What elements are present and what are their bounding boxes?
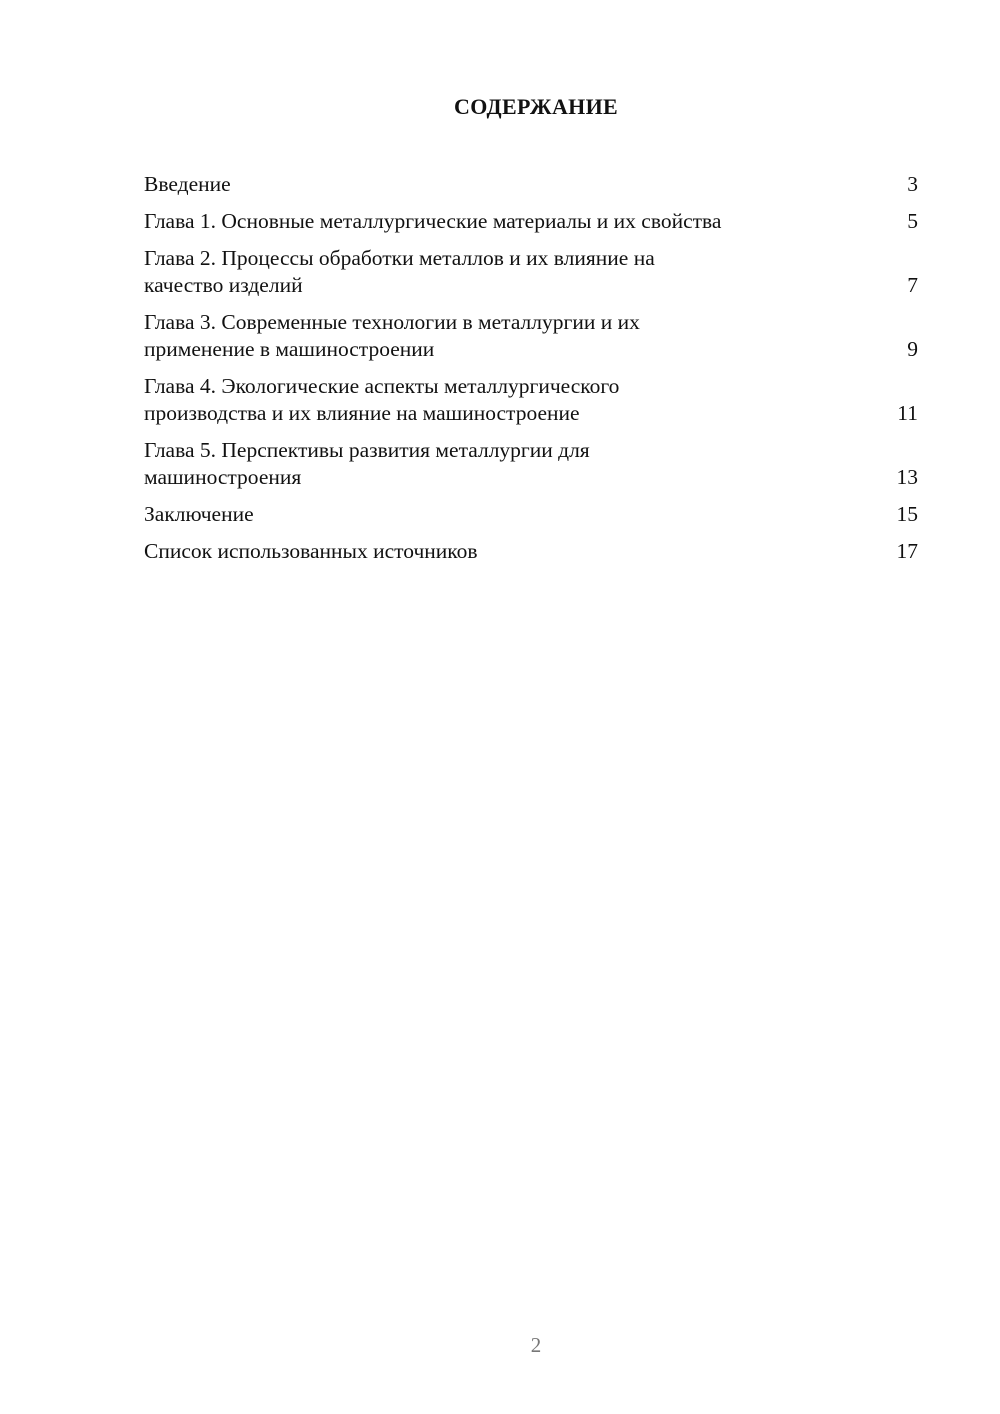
toc-entry-conclusion[interactable]	[144, 501, 918, 528]
table-of-contents	[144, 171, 918, 575]
toc-entry-page: 9	[907, 337, 918, 361]
toc-entry-references[interactable]	[144, 538, 918, 565]
toc-entry-title: Глава 5. Перспективы развития металлургии для машиностроения	[144, 438, 590, 489]
toc-entry-page: 3	[907, 172, 918, 196]
toc-entry-chapter-1[interactable]	[144, 208, 918, 235]
toc-entry-page: 15	[896, 502, 918, 526]
toc-entry-title: Глава 1. Основные металлургические материалы и их свойства	[144, 209, 722, 233]
toc-entry-chapter-4[interactable]	[144, 373, 918, 427]
toc-entry-page: 17	[896, 539, 918, 563]
page-title: СОДЕРЖАНИЕ	[454, 94, 618, 119]
toc-entry-introduction[interactable]	[144, 171, 918, 198]
toc-entry-page: 7	[907, 273, 918, 297]
toc-entry-page: 5	[907, 209, 918, 233]
toc-entry-title: Введение	[144, 172, 231, 196]
toc-entry-title: Список использованных источников	[144, 539, 478, 563]
toc-entry-chapter-2[interactable]	[144, 245, 918, 299]
toc-entry-page: 13	[896, 465, 918, 489]
toc-entry-title: Глава 3. Современные технологии в металлургии и их применение в машиностроении	[144, 310, 640, 361]
page-number: 2	[530, 1333, 542, 1357]
toc-entry-chapter-5[interactable]	[144, 437, 918, 491]
toc-entry-title: Глава 2. Процессы обработки металлов и их влияние на качество изделий	[144, 246, 655, 297]
toc-entry-title: Заключение	[144, 502, 254, 526]
toc-entry-page: 11	[897, 401, 918, 425]
toc-entry-chapter-3[interactable]	[144, 309, 918, 363]
toc-entry-title: Глава 4. Экологические аспекты металлургического производства и их влияние на машиностроение	[144, 374, 620, 425]
